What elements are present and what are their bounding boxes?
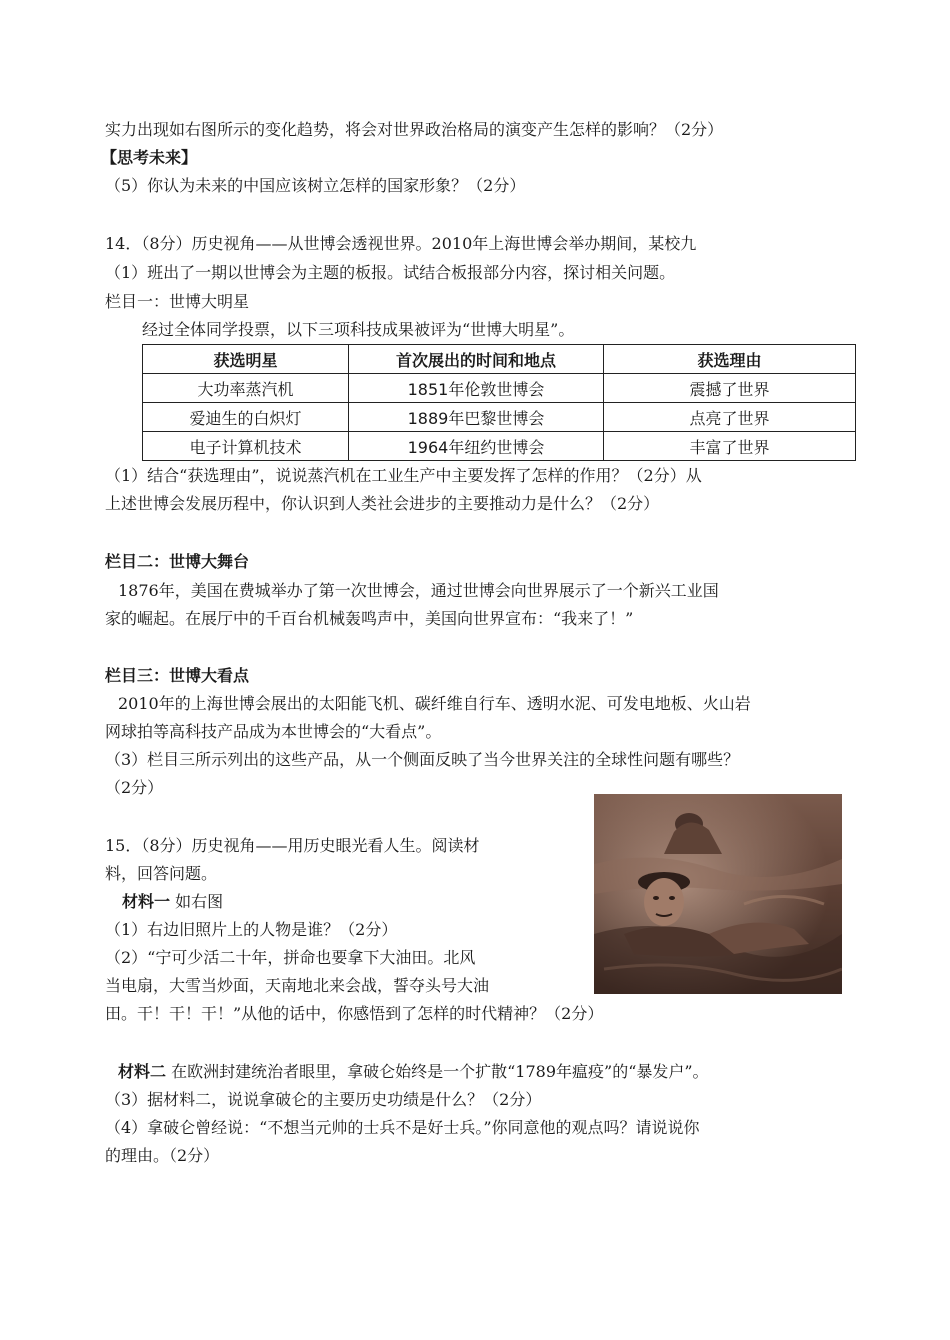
table-cell: 电子计算机技术 [143,432,349,461]
question-15-1: （1）右边旧照片上的人物是谁？（2分） [105,920,398,939]
column-3-title: 栏目三：世博大看点 [105,666,250,685]
question-15-2: （2）“宁可少活二十年，拼命也要拿下大油田。北风 [105,948,476,967]
question-15-2-cont: 当电扇，大雪当炒面，天南地北来会战，誓夺头号大油 [105,976,490,995]
column-2-text-cont: 家的崛起。在展厅中的千百台机械轰鸣声中，美国向世界宣布：“我来了！” [105,609,634,628]
material-1 [122,892,582,912]
column-2-text: 1876年，美国在费城举办了第一次世博会，通过世博会向世界展示了一个新兴工业国 [118,581,719,600]
table-cell: 1964年纽约世博会 [349,432,604,461]
column-1-intro: 经过全体同学投票，以下三项科技成果被评为“世博大明星”。 [142,320,575,339]
section-heading-future: 【思考未来】 [101,148,198,167]
question-14-1: （1）结合“获选理由”，说说蒸汽机在工业生产中主要发挥了怎样的作用？（2分）从 [105,466,702,485]
question-15-2-cont2: 田。干！干！干！”从他的话中，你感悟到了怎样的时代精神？（2分） [105,1004,604,1023]
question-14-3: （3）栏目三所示列出的这些产品，从一个侧面反映了当今世界关注的全球性问题有哪些？ [105,750,740,769]
material-2 [118,1062,878,1082]
table-cell: 1851年伦敦世博会 [349,374,604,403]
table-row [143,374,856,403]
column-3-text-cont: 网球拍等高科技产品成为本世博会的“大看点”。 [105,722,442,741]
table-cell: 丰富了世界 [604,432,856,461]
material-1-text: 如右图 [175,892,224,911]
photo-illustration [594,794,842,994]
material-1-label: 材料一 [122,892,171,911]
star-table [142,344,856,461]
table-cell: 1889年巴黎世博会 [349,403,604,432]
table-header: 获选理由 [604,345,856,374]
column-1-title: 栏目一：世博大明星 [105,292,250,311]
table-row [143,403,856,432]
table-cell: 爱迪生的白炽灯 [143,403,349,432]
sepia-photo-icon [594,794,842,994]
table-cell: 点亮了世界 [604,403,856,432]
text-line: 实力出现如右图所示的变化趋势，将会对世界政治格局的演变产生怎样的影响？（2分） [105,120,724,139]
table-header-row [143,345,856,374]
question-15-4: （4）拿破仑曾经说：“不想当元帅的士兵不是好士兵。”你同意他的观点吗？请说说你 [105,1118,700,1137]
question-14-1-cont: 上述世博会发展历程中，你认识到人类社会进步的主要推动力是什么？（2分） [105,494,660,513]
question-14-stem-cont: （1）班出了一期以世博会为主题的板报。试结合板报部分内容，探讨相关问题。 [105,263,676,282]
column-3-text: 2010年的上海世博会展出的太阳能飞机、碳纤维自行车、透明水泥、可发电地板、火山岩 [118,694,751,713]
table-header: 获选明星 [143,345,349,374]
material-2-text: 在欧洲封建统治者眼里，拿破仑始终是一个扩散“1789年瘟疫”的“暴发户”。 [171,1062,709,1081]
table-cell: 大功率蒸汽机 [143,374,349,403]
question-15-stem: 15．（8分）历史视角——用历史眼光看人生。阅读材 [105,836,480,855]
question-14-stem: 14．（8分）历史视角——从世博会透视世界。2010年上海世博会举办期间，某校九 [105,234,697,253]
table-cell: 震撼了世界 [604,374,856,403]
question-15-4-cont: 的理由。（2分） [105,1146,220,1165]
question-15-stem-cont: 料，回答问题。 [105,864,218,883]
column-2-title: 栏目二：世博大舞台 [105,552,250,571]
question-5: （5）你认为未来的中国应该树立怎样的国家形象？（2分） [105,176,526,195]
question-15-3: （3）据材料二，说说拿破仑的主要历史功绩是什么？（2分） [105,1090,542,1109]
question-14-3-score: （2分） [105,778,164,797]
table-row [143,432,856,461]
table-header: 首次展出的时间和地点 [349,345,604,374]
material-2-label: 材料二 [118,1062,167,1081]
